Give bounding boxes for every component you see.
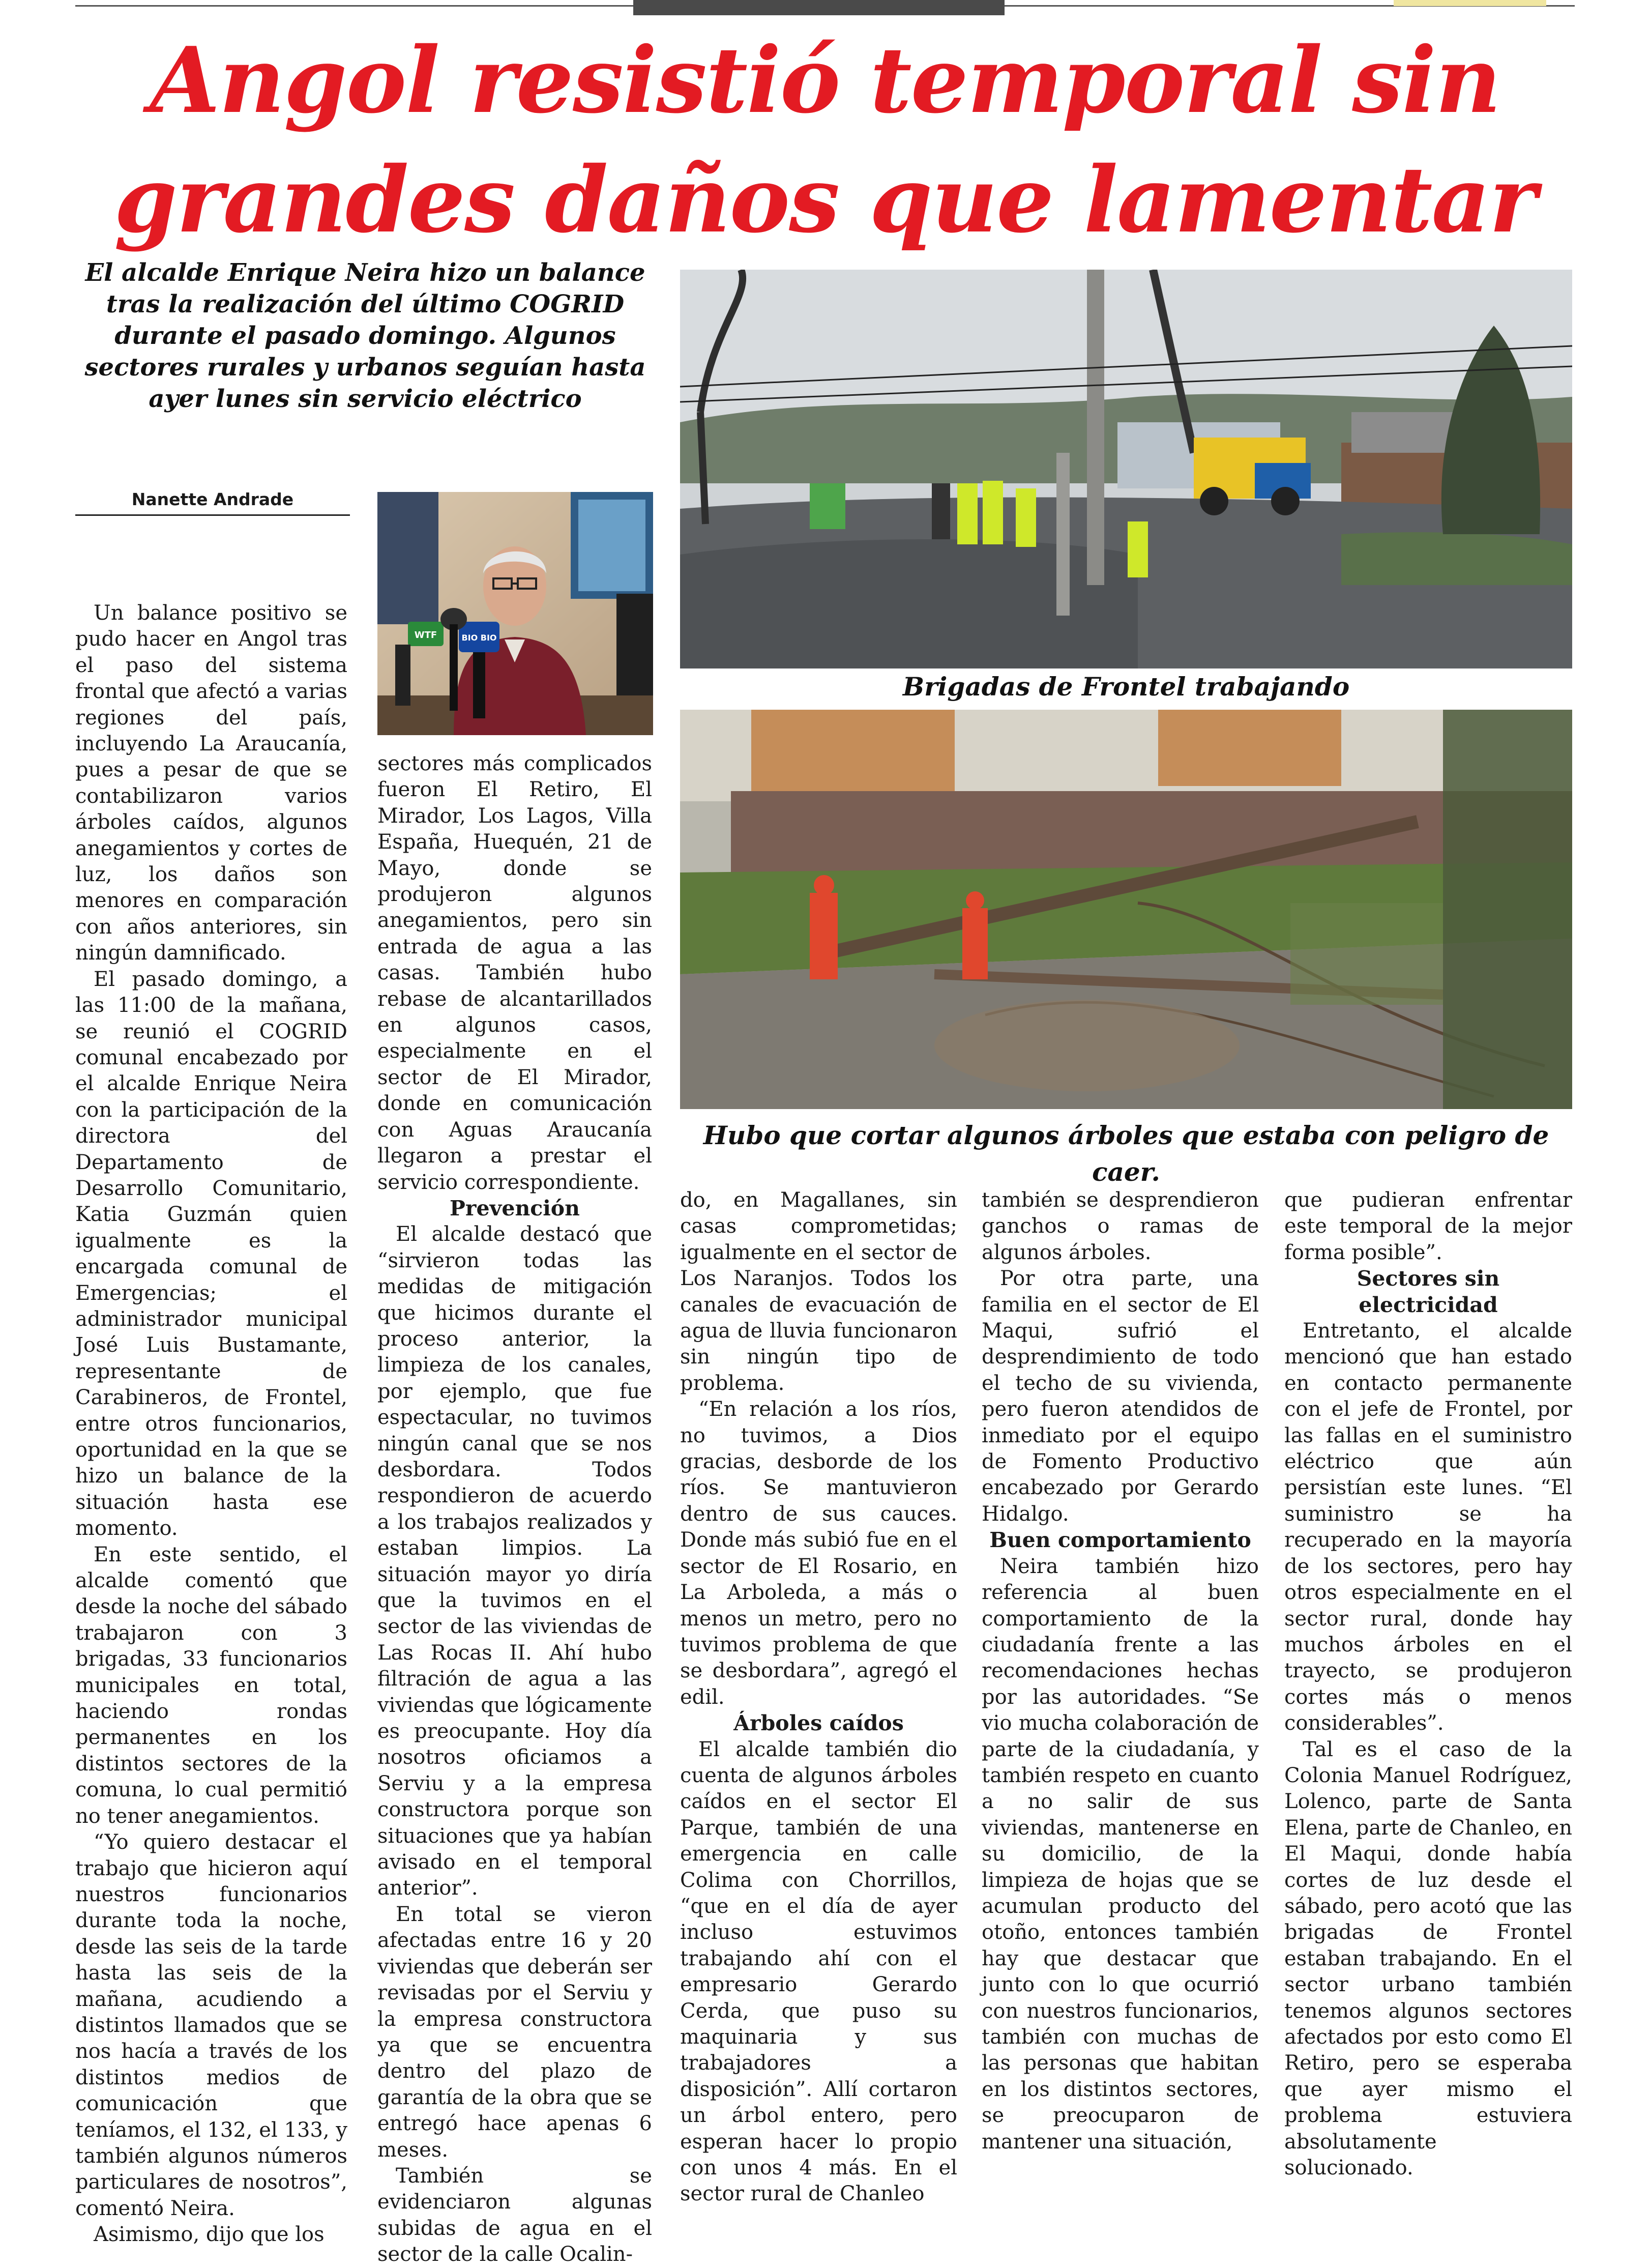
bottom-photo-caption: Hubo que cortar algunos árboles que estaba con peligro de caer. (703, 1120, 1549, 1187)
col2-paragraph-4: También se evidenciaron algunas subidas de agua en el sector de la calle Ocalin- (377, 2164, 652, 2266)
col5-paragraph-3: Tal es el caso de la Colonia Manuel Rodríguez, Lolenco, parte de Santa Elena, parte de Chanleo, en El Maqui, donde había cortes de luz desde el sábado, pero acotó que las brigadas de Frontel estaban trabajando. En el sector urbano también tenemos algunos sectores afectados por esto como El Retiro, pero se esperaba que ayer mismo el problema estuviera absolutamente solucionado. (1284, 1737, 1572, 2180)
col5-paragraph-1: que pudieran enfrentar este temporal de la mejor forma posible”. (1284, 1188, 1572, 1264)
col2-paragraph-3: En total se vieron afectadas entre 16 y 20 viviendas que deberán ser revisadas por el Serviu y la empresa constructora ya que se encuentra dentro del plazo de garantía de la obra que se entregó hace apenas 6 meses. (377, 1902, 652, 2162)
col1-paragraph-4: “Yo quiero destacar el trabajo que hicieron aquí nuestros funcionarios durante toda la noche, desde las seis de la tarde hasta las seis de la mañana, acudiendo a distintos llamados que se nos hacía a través de los distintos medios de comunicación que teníamos, el 132, el 133, y también algunos números particulares de nosotros”, comentó Neira. (75, 1830, 347, 2220)
body-column-1 (75, 600, 347, 2248)
mic-flag-2: BIO BIO (461, 633, 497, 643)
mayor-portrait-image (377, 492, 653, 735)
frontel-crews-photo (680, 270, 1572, 668)
mic-flag-1: WTF (414, 630, 437, 641)
body-column-5 (1284, 1187, 1572, 2181)
col4-paragraph-1: también se desprendieron ganchos o ramas de algunos árboles. (982, 1188, 1259, 1264)
section-bar (633, 0, 1005, 15)
corner-badge (1394, 0, 1546, 6)
top-photo-caption: Brigadas de Frontel trabajando (902, 672, 1350, 702)
col2-paragraph-1: sectores más complicados fueron El Retiro, El Mirador, Los Lagos, Villa España, Huequén, 21 de Mayo, donde se produjeron algunos anegamientos, pero sin entrada de agua a las casas. También hubo rebase de alcantarillados en algunos casos, especialmente en el sector de El Mirador, donde en comunicación con Aguas Araucanía llegaron a prestar el servicio correspondiente. (377, 752, 652, 1194)
col3-paragraph-3: El alcalde también dio cuenta de algunos árboles caídos en el sector El Parque, también de una emergencia en calle Colima con Chorrillos, “que en el día de ayer incluso estuvimos trabajando ahí con el empresario Gerardo Cerda, que puso su maquinaria y sus trabajadores a disposición”. Allí cortaron un árbol entero, pero esperan hacer lo propio con unos 4 más. En el sector rural de Chanleo (680, 1737, 957, 2206)
headline-line-1: Angol resistió temporal sin (150, 27, 1500, 133)
col1-paragraph-3: En este sentido, el alcalde comentó que desde la noche del sábado trabajaron con 3 brigadas, 33 funcionarios municipales en total, haciendo rondas permanentes en los distintos sectores de la comuna, lo cual permitió no tener anegamientos. (75, 1543, 347, 1828)
frontel-crews-image (680, 270, 1572, 668)
body-column-3 (680, 1187, 957, 2207)
col2-subhead-prevencion: Prevención (450, 1196, 580, 1220)
mayor-portrait-photo (377, 492, 653, 735)
body-column-2 (377, 751, 652, 2268)
col4-paragraph-2: Por otra parte, una familia en el sector de El Maqui, sufrió el desprendimiento de todo el techo de su vivienda, pero fueron atendidos de inmediato por el equipo de Fomento Productivo encabezado por Gerardo Hidalgo. (982, 1267, 1259, 1526)
col1-paragraph-1: Un balance positivo se pudo hacer en Angol tras el paso del sistema frontal que afectó a varias regiones del país, incluyendo La Araucanía, pues a pesar de que se contabilizaron varios árboles caídos, algunos anegamientos y cortes de luz, los daños son menores en comparación con años anteriores, sin ningún damnificado. (75, 601, 347, 965)
col1-paragraph-5: Asimismo, dijo que los (94, 2223, 325, 2247)
tree-cutting-image (680, 710, 1572, 1109)
col4-subhead-comportamiento: Buen comportamiento (989, 1528, 1251, 1553)
tree-cutting-photo (680, 710, 1572, 1109)
body-column-4 (982, 1187, 1259, 2155)
headline (75, 20, 1575, 259)
deck: El alcalde Enrique Neira hizo un balance tras la realización del último COGRID durante el pasado domingo. Algunos sectores rurales y urbanos seguían hasta ayer lunes sin servicio eléctrico (84, 258, 646, 413)
col5-subhead-sectores: Sectores sin electricidad (1357, 1266, 1500, 1317)
col2-paragraph-2: El alcalde destacó que “sirvieron todas las medidas de mitigación que hicimos durante el proceso anterior, la limpieza de los canales, por ejemplo, que fue espectacular, no tuvimos ningún canal que se nos desbordara. Todos respondieron de acuerdo a los trabajos realizados y estaban limpios. La situación mayor yo diría que la tuvimos en el sector de las viviendas de Las Rocas II. Ahí hubo filtración de agua a las viviendas que lógicamente es preocupante. Hoy día nosotros oficiamos a Serviu y a la empresa constructora porque son situaciones que ya habían avisado en el temporal anterior”. (377, 1223, 652, 1900)
headline-line-2: grandes daños que lamentar (114, 147, 1536, 253)
col5-paragraph-2: Entretanto, el alcalde mencionó que han estado en contacto permanente con el jefe de Frontel, por las fallas en el suministro eléctrico que aún persistían este lunes. “El suministro se ha recuperado en la mayoría de los sectores, pero hay otros especialmente en el sector rural, donde hay muchos árboles en el trayecto, se produjeron cortes más o menos considerables”. (1284, 1319, 1572, 1735)
col3-paragraph-1: do, en Magallanes, sin casas comprometidas; igualmente en el sector de Los Naranjos. Todos los canales de evacuación de agua de lluvia funcionaron sin ningún tipo de problema. (680, 1188, 957, 1395)
col4-paragraph-3: Neira también hizo referencia al buen comportamiento de la ciudadanía frente a las recomendaciones hechas por las autoridades. “Se vio mucha colaboración de parte de la ciudadanía, y también respeto en cuanto a no salir de sus viviendas, mantenerse en su domicilio, de la limpieza de hojas que se acumulan producto del otoño, entonces también hay que destacar que junto con lo que ocurrió con nuestros funcionarios, también con muchas de las personas que habitan en los distintos sectores, se preocuparon de mantener una situación, (982, 1554, 1259, 2154)
col3-subhead-arboles: Árboles caídos (733, 1711, 904, 1736)
col1-paragraph-2: El pasado domingo, a las 11:00 de la mañana, se reunió el COGRID comunal encabezado por el alcalde Enrique Neira con la participación de la directora del Departamento de Desarrollo Comunitario, Katia Guzmán quien igualmente es la encargada comunal de Emergencias; el administrador municipal José Luis Bustamante, representante de Carabineros, de Frontel, entre otros funcionarios, oportunidad en la que se hizo un balance de la situación hasta ese momento. (75, 967, 347, 1540)
byline: Nanette Andrade (75, 489, 350, 516)
col3-paragraph-2: “En relación a los ríos, no tuvimos, a Dios gracias, desborde de los ríos. Se mantuvieron dentro de sus cauces. Donde más subió fue en el sector de El Rosario, en La Arboleda, a más o menos un metro, pero no tuvimos problema de que se desbordara”, agregó el edil. (680, 1398, 957, 1709)
